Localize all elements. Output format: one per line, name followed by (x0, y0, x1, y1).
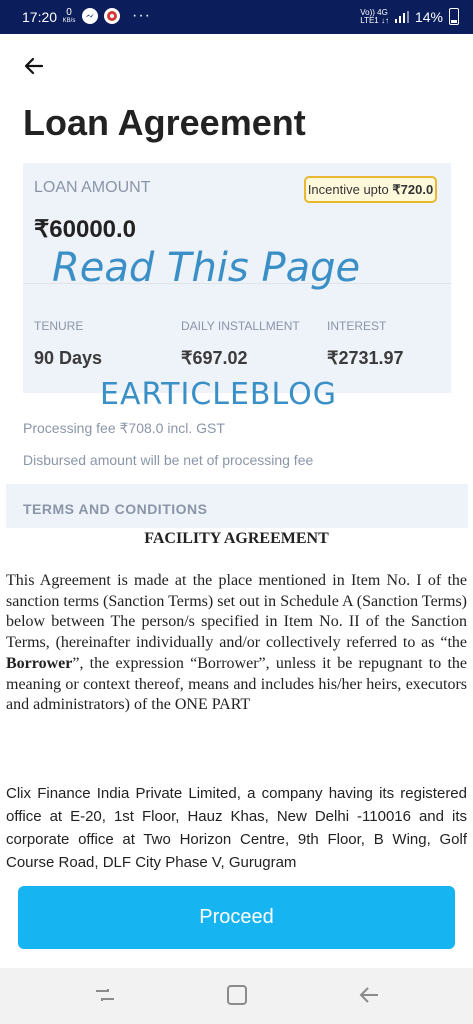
nav-back-button[interactable] (356, 982, 382, 1008)
agreement-title: FACILITY AGREEMENT (144, 530, 329, 547)
system-nav-bar (0, 968, 473, 1024)
incentive-badge (304, 176, 437, 203)
status-right (360, 8, 459, 25)
carrier-info: Vo)) 4G LTE1 ↓↑ (360, 7, 389, 25)
agreement-paragraph-1: This Agreement is made at the place mentioned in Item No. I of the sanction terms (Sanction Terms) set out in Schedule A (Sanction Terms) below between The person/s specified in Item No. II of the Sanction Terms, (hereinafter individually and/or collectively referred to as “the Borrower”, the expression “Borrower”, unless it be repugnant to the meaning or context thereof, means and includes his/her heirs, executors and administrators) of the ONE PART (6, 572, 467, 714)
recents-button[interactable] (92, 982, 118, 1008)
net-speed-value: 0 (66, 7, 72, 18)
proceed-button[interactable]: Proceed (18, 886, 455, 949)
borrower-term: Borrower (6, 654, 73, 672)
daily-installment-label: DAILY INSTALLMENT (181, 319, 300, 333)
battery-icon (449, 8, 459, 25)
incentive-value: ₹720.0 (392, 182, 434, 197)
loan-amount-label: LOAN AMOUNT (34, 179, 151, 196)
daily-installment-value: ₹697.02 (181, 348, 248, 368)
watermark-read-this-page: Read This Page (52, 245, 361, 291)
notification-icons (82, 7, 151, 25)
nav-back-icon (356, 982, 382, 1008)
terms-header (6, 484, 468, 528)
watermark-earticleblog: EARTICLEBLOG (100, 377, 338, 412)
more-notifications-icon: ··· (132, 7, 151, 24)
tenure-value: 90 Days (34, 348, 103, 368)
status-time: 17:20 (22, 9, 58, 25)
net-speed-unit: KB/s (62, 18, 76, 24)
messenger-icon (82, 8, 98, 24)
interest-label: INTEREST (327, 319, 387, 333)
signal-icon (395, 11, 409, 23)
status-bar (0, 0, 473, 34)
incentive-label: Incentive upto (307, 182, 393, 197)
recents-icon (92, 982, 118, 1008)
interest-value: ₹2731.97 (327, 348, 404, 368)
page-title: Loan Agreement (23, 102, 306, 143)
arrow-left-icon (22, 54, 46, 78)
home-button[interactable] (224, 982, 250, 1008)
back-button[interactable] (22, 54, 46, 78)
agreement-paragraph-2: Clix Finance India Private Limited, a company having its registered office at E-20, 1st Floor, Hauz Khas, New Delhi -110016 and its corporate office at Two Horizon Centre, 9th Floor, B Wing, Golf Course Road, DLF City Phase V, Gurugram (6, 785, 467, 871)
loan-amount-value: ₹60000.0 (34, 216, 137, 243)
home-icon (224, 982, 250, 1008)
app-notification-icon (104, 8, 120, 24)
processing-fee: Processing fee ₹708.0 incl. GST (23, 420, 225, 436)
tenure-label: TENURE (34, 319, 84, 333)
battery-percent: 14% (414, 8, 443, 25)
net-speed (62, 8, 76, 25)
terms-heading: TERMS AND CONDITIONS (23, 501, 208, 517)
disbursed-note: Disbursed amount will be net of processing fee (23, 452, 314, 468)
